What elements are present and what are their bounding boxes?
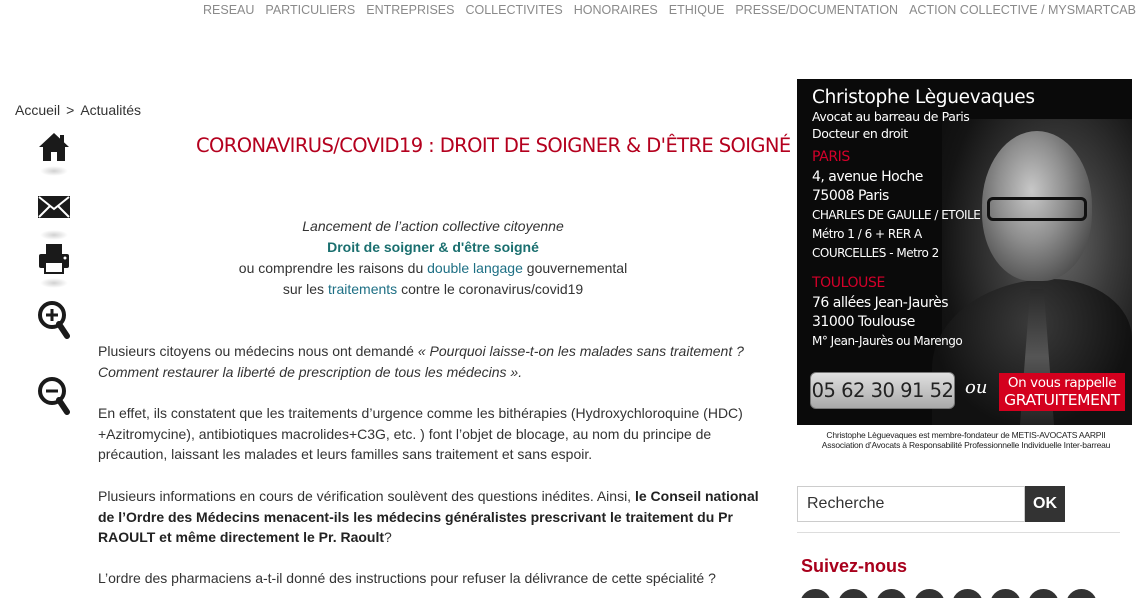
intro-text: gouvernemental xyxy=(522,260,628,276)
intro-line-1: Lancement de l’action collective citoyenne xyxy=(302,218,564,234)
search-input[interactable] xyxy=(797,486,1025,522)
address-line: M° Jean-Jaurès ou Marengo xyxy=(812,334,963,348)
intro-text: ou comprendre les raisons du xyxy=(238,260,428,276)
callback-line-2: GRATUITEMENT xyxy=(1004,391,1120,409)
home-icon xyxy=(37,130,71,164)
zoom-in-icon xyxy=(37,300,71,340)
promo-paris-address xyxy=(812,168,980,263)
intro-line-3 xyxy=(98,258,768,279)
promo-paris-label: PARIS xyxy=(812,149,850,165)
shadow xyxy=(40,278,68,288)
caption-line-1: Christophe Lèguevaques est membre-fondateur de METIS-AVOCATS AARPII xyxy=(826,430,1106,440)
follow-us-heading: Suivez-nous xyxy=(801,556,908,576)
divider xyxy=(797,532,1120,533)
address-line: Métro 1 / 6 + RER A xyxy=(812,227,922,241)
promo-degree: Docteur en droit xyxy=(812,126,908,141)
nav-particuliers[interactable]: PARTICULIERS xyxy=(265,3,356,17)
social-icon[interactable] xyxy=(838,589,869,598)
home-button[interactable] xyxy=(34,130,74,174)
social-icon[interactable] xyxy=(1066,589,1097,598)
email-button[interactable] xyxy=(34,194,74,238)
nav-action-collective[interactable]: ACTION COLLECTIVE / MYSMARTCAB xyxy=(909,3,1136,17)
social-icon[interactable] xyxy=(990,589,1021,598)
shadow xyxy=(40,166,68,176)
address-line: COURCELLES - Metro 2 xyxy=(812,246,939,260)
address-line: 76 allées Jean-Jaurès xyxy=(812,295,949,311)
top-navigation xyxy=(203,3,1136,17)
promo-or: ou xyxy=(965,377,988,398)
traitements-link[interactable]: traitements xyxy=(327,281,398,297)
nav-entreprises[interactable]: ENTREPRISES xyxy=(366,3,455,17)
breadcrumb-current: Actualités xyxy=(80,102,142,118)
nav-ethique[interactable]: ETHIQUE xyxy=(668,3,725,17)
callback-button[interactable] xyxy=(999,373,1125,411)
search-form xyxy=(797,486,1065,522)
intro-text: sur les xyxy=(282,281,328,297)
print-button[interactable] xyxy=(34,242,74,286)
article-intro xyxy=(98,216,768,300)
social-icon[interactable] xyxy=(952,589,983,598)
social-icon[interactable] xyxy=(1028,589,1059,598)
social-icon[interactable] xyxy=(876,589,907,598)
address-line: 4, avenue Hoche xyxy=(812,169,923,185)
zoom-out-icon xyxy=(37,376,71,416)
address-line: CHARLES DE GAULLE / ETOILE xyxy=(812,208,981,222)
article-paragraph-4: L’ordre des pharmaciens a-t-il donné des instructions pour refuser la délivrance de cette spécialité ? xyxy=(98,570,716,586)
zoom-out-button[interactable] xyxy=(34,376,74,420)
article-title: CORONAVIRUS/COVID19 : DROIT DE SOIGNER & D'ÊTRE SOIGNÉ xyxy=(196,134,791,157)
article-paragraph-3 xyxy=(98,486,773,548)
mail-icon xyxy=(37,194,71,220)
article-paragraph-2: En effet, ils constatent que les traitements d’urgence comme les bithérapies (Hydroxychloroquine (HDC) +Azitromycine), antibiotiques macrolides+C3G, etc. ) font l’objet de blocage, au nom du principe de précaution, laissant les malades et leurs familles sans traitement et sans espoir. xyxy=(98,405,743,462)
social-links xyxy=(800,589,1097,598)
paragraph-quote: « Pourquoi laisse-t-on les malades sans traitement ? Comment restaurer la liberté de prescription de tous les médecins ». xyxy=(98,343,744,380)
address-line: 75008 Paris xyxy=(812,188,889,204)
promo-title: Avocat au barreau de Paris xyxy=(812,109,970,124)
intro-text: contre le coronavirus/covid19 xyxy=(397,281,584,297)
intro-line-4 xyxy=(98,279,768,300)
social-icon[interactable] xyxy=(914,589,945,598)
paragraph-bold: le Conseil national de l’Ordre des Médecins menacent-ils les médecins généralistes prescrivant le traitement du Pr RAOULT et même directement le Pr. Raoult xyxy=(98,488,759,545)
paragraph-text: ? xyxy=(384,529,392,545)
nav-collectivites[interactable]: COLLECTIVITES xyxy=(465,3,563,17)
intro-line-2: Droit de soigner & d'être soigné xyxy=(327,239,539,255)
search-button[interactable]: OK xyxy=(1025,486,1065,522)
zoom-in-button[interactable] xyxy=(34,300,74,344)
breadcrumb-separator: > xyxy=(66,102,75,118)
promo-caption xyxy=(797,430,1135,450)
nav-presse-documentation[interactable]: PRESSE/DOCUMENTATION xyxy=(735,3,899,17)
lawyer-photo-glasses xyxy=(987,197,1087,221)
promo-name: Christophe Lèguevaques xyxy=(812,87,1035,108)
callback-line-1: On vous rappelle xyxy=(1007,375,1117,391)
nav-honoraires[interactable]: HONORAIRES xyxy=(573,3,658,17)
printer-icon xyxy=(37,242,71,276)
nav-reseau[interactable]: RESEAU xyxy=(203,3,255,17)
shadow xyxy=(40,230,68,240)
promo-toulouse-label: TOULOUSE xyxy=(812,275,885,291)
promo-toulouse-address xyxy=(812,294,962,351)
promo-phone-number[interactable]: 05 62 30 91 52 xyxy=(810,372,955,409)
lawyer-promo-banner[interactable] xyxy=(797,79,1132,425)
paragraph-text: Plusieurs informations en cours de vérification soulèvent des questions inédites. Ainsi, xyxy=(98,488,635,504)
breadcrumb xyxy=(15,102,141,118)
social-icon[interactable] xyxy=(800,589,831,598)
paragraph-text: Plusieurs citoyens ou médecins nous ont demandé xyxy=(98,343,418,359)
double-langage-link[interactable]: double langage xyxy=(427,260,523,276)
breadcrumb-home-link[interactable]: Accueil xyxy=(15,102,61,118)
address-line: 31000 Toulouse xyxy=(812,314,915,330)
caption-line-2: Association d’Avocats à Responsabilité Professionnelle Individuelle Inter-barreau xyxy=(821,440,1111,450)
article-paragraph-1 xyxy=(98,341,773,382)
